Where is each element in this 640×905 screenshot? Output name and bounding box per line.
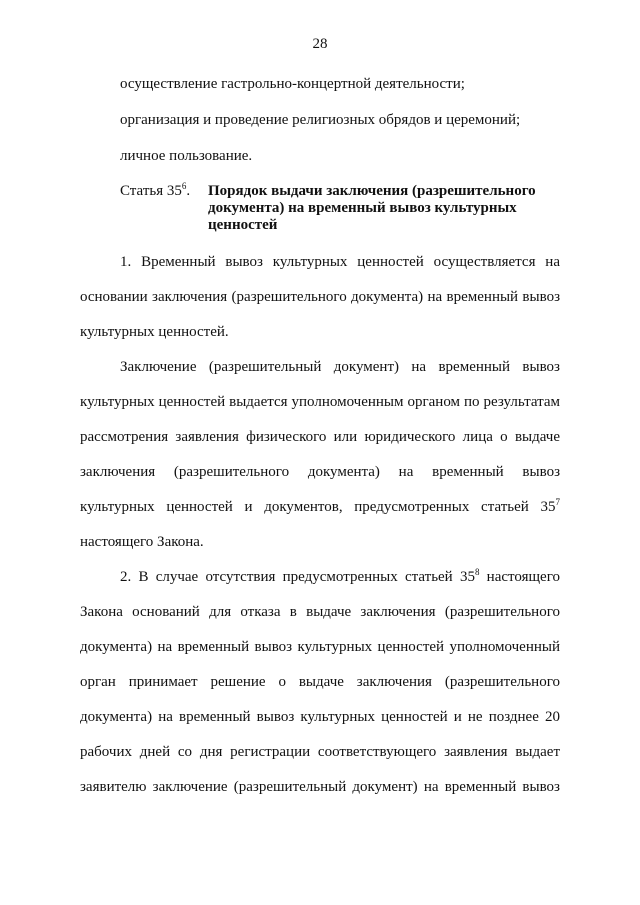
paragraph-line: культурных ценностей и документов, предусмотренных статьей $35^7$ (80, 497, 560, 515)
paragraph-line: орган принимает решение о выдаче заключения (разрешительного (80, 674, 560, 690)
paragraph-line: документа) на временный вывоз культурных ценностей и не позднее 20 (80, 709, 560, 725)
paragraph-line: заключения (разрешительного документа) на временный вывоз (80, 464, 560, 480)
page-number: 28 (312, 36, 328, 52)
paragraph-line: культурных ценностей. (80, 324, 229, 340)
paragraph-line: настоящего Закона. (80, 534, 204, 550)
article-title-line: Порядок выдачи заключения (разрешительного (208, 183, 536, 199)
paragraph-line: основании заключения (разрешительного документа) на временный вывоз (80, 289, 560, 305)
article-title-line: документа) на временный вывоз культурных (208, 200, 517, 216)
paragraph-line: документа) на временный вывоз культурных ценностей уполномоченный (80, 639, 560, 655)
article-title-line: ценностей (208, 217, 278, 233)
paragraph-line: 2. В случае отсутствия предусмотренных статьей $35^8$ настоящего (120, 567, 560, 585)
list-item: личное пользование. (120, 148, 253, 164)
paragraph-line: рабочих дней со дня регистрации соответствующего заявления выдает (80, 744, 560, 760)
list-item: осуществление гастрольно-концертной деятельности; (120, 76, 465, 92)
list-item: организация и проведение религиозных обрядов и церемоний; (120, 112, 521, 128)
paragraph-line: заявителю заключение (разрешительный документ) на временный вывоз (80, 779, 560, 795)
paragraph-line: культурных ценностей выдается уполномоченным органом по результатам (80, 394, 560, 410)
paragraph-line: 1. Временный вывоз культурных ценностей осуществляется на (120, 254, 560, 270)
article-label: Статья $35^6$. (120, 181, 191, 199)
paragraph-line: Заключение (разрешительный документ) на временный вывоз (120, 359, 560, 375)
paragraph-line: рассмотрения заявления физического или юридического лица о выдаче (80, 429, 560, 445)
paragraph-line: Закона оснований для отказа в выдаче заключения (разрешительного (80, 604, 560, 620)
